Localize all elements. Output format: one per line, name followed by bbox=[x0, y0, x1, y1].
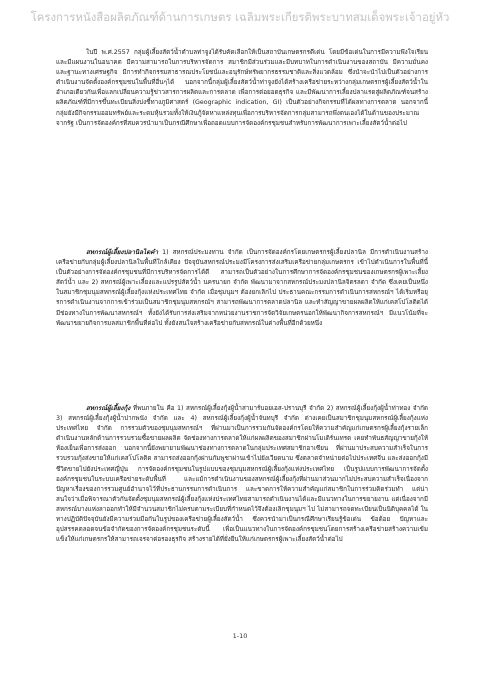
paragraph-2 bbox=[56, 248, 428, 329]
running-header: โครงการหนังสือผลิตภัณฑ์ด้านการเกษตร เฉลิมพระเกียรติพระบาทสมเด็จพระเจ้าอยู่หัว bbox=[30, 10, 450, 24]
paragraph-3-text: ที่พบภายใน คือ 1) สหกรณ์ผู้เลี้ยงกุ้งผู้น้ำสามาร์บอยเอส-ปรานบุรี จำกัด 2) สหกรณ์ผู้เลี้ยงกุ้งผู้น้ำท่าทอง จำกัด 3) สหกรณ์ผู้เลี้ยงกุ้งผู้น้ำปากพนัง จำกัด และ 4) สหกรณ์ผู้เลี้ยงกุ้งผู้น้ำจันทบุรี จำกัด ต่างเคยเป็นสมาชิกชุมนุมสหกรณ์ผู้เลี้ยงกุ้งแห่งประเทศไทย จำกัด การรวมตัวของชุมนุมสหกรณ์ฯ ที่ผ่านมาเป็นการรวมกันจัดองค์กรโดยให้ความสำคัญแก่เกษตรกรผู้เลี้ยงกุ้งรายเล็ก ดำเนินงานหลักด้านการรวบรวมซื้อขายผลผลิต จัดช่องทางการตลาดให้แก่ผลผลิตของสมาชิกผ่านโมเดิร์นเทรด เคยทำพันธสัญญาขายกุ้งให้ห้องเย็นเพื่อการส่งออก นอกจากนี้ยังพยายามพัฒนาช่องทางการตลาดในกลุ่มประเทศสมาชิกอาเซียน ที่ผ่านมาประสบความสำเร็จในการรวบรวมกุ้งส่งขายให้แก่เคสโปโลติด สามารถส่งออกกุ้งผ่านกัมพูชาผ่านเข้าไปยังเวียดนาม ซึ่งตลาดจำหน่ายต่อไปประเทศจีน และส่งออกกุ้งมีชีวิตขายไปยังประเทศญี่ปุ่น การจัดองค์กรชุมชนในรูปแบบของชุมนุมสหกรณ์ผู้เลี้ยงกุ้งแห่งประเทศไทย เป็นรูปแบบการพัฒนาการจัดตั้งองค์กรชุมชนในระบบเครือข่ายระดับพื้นที่ และแม้การดำเนินงานของสหกรณ์ผู้เลี้ยงกุ้งที่ผ่านมาส่วนมากไม่ประสบความสำเร็จเนื่องจากปัญหาเรื่องของการรวมศูนย์อำนาจไว้ที่ประธานกรรมการดำเนินการ และขาดการให้ความสำคัญแก่สมาชิกในการร่วมคิดร่วมทำ แต่น่าสนใจว่าเมื่อพิจารณาตัวกันจัดตั้งชุมนุมสหกรณ์ผู้เลี้ยงกุ้งแห่งประเทศไทยสามารถดำเนินงานได้และมีแนวทางในการขยายงาน แต่เนื่องจากมีสหกรณ์บางแห่งลาออกทำให้มีจำนวนสมาชิกไม่ครบตามระเบียบที่กำหนดไว้จึงต้องเลิกชุมนุมฯ ไป ไม่สามารถจดทะเบียนเป็นนิติบุคคลได้ ในทางปฏิบัติปัจจุบันยังมีความร่วมมือกันในรูปของเครือข่ายผู้เลี้ยงสัตว์น้ำ ซึ่งควรนำมาเป็นกรณีศึกษาเรียนรู้ข้อเด่น ข้อด้อย ปัญหาและอุปสรรคตลอดจนข้อจำกัดของการจัดองค์กรชุมชนระดับนี้ เพื่อเป็นแนวทางในการจัดองค์กรชุมชนโดยการสร้างเครือข่ายสร้างความเข้มแข็งให้แก่เกษตรกรให้สามารถเจรจาต่อรองธุรกิจ สร้างรายได้ที่ยั่งยืนให้แก่เกษตรกรผู้เพาะเลี้ยงสัตว์น้ำต่อไป bbox=[56, 405, 428, 544]
paragraph-3-lead: สหกรณ์ผู้เลี้ยงกุ้ง bbox=[86, 405, 131, 412]
paragraph-3 bbox=[56, 404, 428, 545]
paragraph-1 bbox=[56, 48, 428, 129]
paragraph-2-lead: สหกรณ์ผู้เลี้ยงปลานิลไดคำ bbox=[86, 249, 159, 256]
paragraph-2-text: 1) สหกรณ์ประมงทาน จำกัด เป็นการจัดองค์กรโดยเกษตรกรผู้เลี้ยงปลานิล มีการดำเนินงานสร้างเครือข่ายกับกลุ่มผู้เลี้ยงปลานิลในพื้นที่ใกล้เคียง ปัจจุบันสหกรณ์ประมงมีโครงการส่งเสริมเครือข่ายกลุ่มเกษตรกร เข้าไปดำเนินการในพื้นที่นี้ เป็นตัวอย่างการจัดองค์กรชุมชนที่มีการบริหารจัดการได้ดี สามารถเป็นตัวอย่างในการศึกษาการจัดองค์กรชุมชนของเกษตรกรผู้เพาะเลี้ยงสัตว์น้ำ และ 2) สหกรณ์ผู้เพาะเลี้ยงและแปรรูปสัตว์น้ำ นครนายก จำกัด พัฒนามาจากสหกรณ์ประมงปลานิลจิตรลดา จำกัด ซึ่งเคยเป็นหนึ่งในสมาชิกชุมนุมสหกรณ์ผู้เลี้ยงกุ้งแห่งประเทศไทย จำกัด เมื่อชุมนุมฯ ต้องยกเลิกไป ประธานคณะกรรมการดำเนินการสหกรณ์ฯ ได้เริ่มหรือยุรการดำเนินงานจากการเข้าร่วมเป็นสมาชิกชุมนุมสหกรณ์ฯ สามารถพัฒนาการตลาดปลานิล และทำสัญญาขายผลผลิตให้แก่เคสโปโลติดได้ มีช่องทางในการพัฒนาสหกรณ์ฯ ทั้งยังได้รับการส่งเสริมจากหน่วยงานราชการจัดวิจัยเกษตรนอกให้พัฒนากิจการสหกรณ์ฯ มีแนวโน้มที่จะพัฒนาขยายกิจการมลสมาชิกพื้นที่ต่อไป ทั้งยังสนใจสร้างเครือข่ายกับสหกรณ์ในต่างพื้นที่อีกด้วยหนึ่ง bbox=[56, 249, 428, 327]
paragraph-1-text: ในปี พ.ศ.2557 กลุ่มผู้เลี้ยงสัตว์น้ำตำบลท่าจูงได้รับคัดเลือกให้เป็นสถาบันเกษตรกรดีเด่น โดยมีข้อเด่นในการมีความพึงใจเรียนและมีแผนงานในอนาคต มีความสามารถในการบริหารจัดการ สมาชิกมีส่วนร่วมและมีบทบาทในการดำเนินงานของสถาบัน มีความมั่นคงและฐานะทางเศรษฐกิจ มีการทำกิจกรรมสาธารณประโยชน์และอนุรักษ์ทรัพยากรธรรมชาติและสิ่งแวดล้อม ซึ่งนำจะนำไปเป็นตัวอย่างการดำเนินงานจัดตั้งองค์กรชุมชนในพื้นที่อื่นๆได้ นอกจากนี้กลุ่มผู้เลี้ยงสัตว์น้ำท่าจูงยังได้สร้างเครือข่ายระหว่างกลุ่มเกษตรกรผู้เลี้ยงสัตว์น้ำในอำเภอเดียวกันเพื่อแลกเปลี่ยนความรู้ข่าวสารการผลิตและการตลาด เพื่อการต่อยอดธุรกิจ และมีพัฒนาการเลี้ยงปลาแรดสู่ผลิตภัณฑ์จนสร้างผลิตภัณฑ์ที่มีการขึ้นทะเบียนสิ่งบ่งชี้ทางภูมิศาสตร์ (Geographic indication, GI) เป็นตัวอย่างกิจกรรมที่ได้ผลทางการตลาด นอกจากนี้กลุ่มยังมีกิจกรรมออมทรัพย์และระดมหุ้นรวมทั้งให้เงินกู้จัดหาแหล่งทุนเพื่อการบริหารจัดการกลุ่มสามารถพึ่งตนเองได้ในด้านของประมาณจากรัฐ เป็นการจัดองค์กรที่สมควรนำมาเป็นกรณีศึกษาเพื่อถอดแบบการจัดองค์กรชุมชนสำหรับการพัฒนาการเพาะเลี้ยงสัตว์น้ำต่อไป bbox=[56, 49, 428, 127]
page-number: 1-10 bbox=[232, 632, 248, 640]
